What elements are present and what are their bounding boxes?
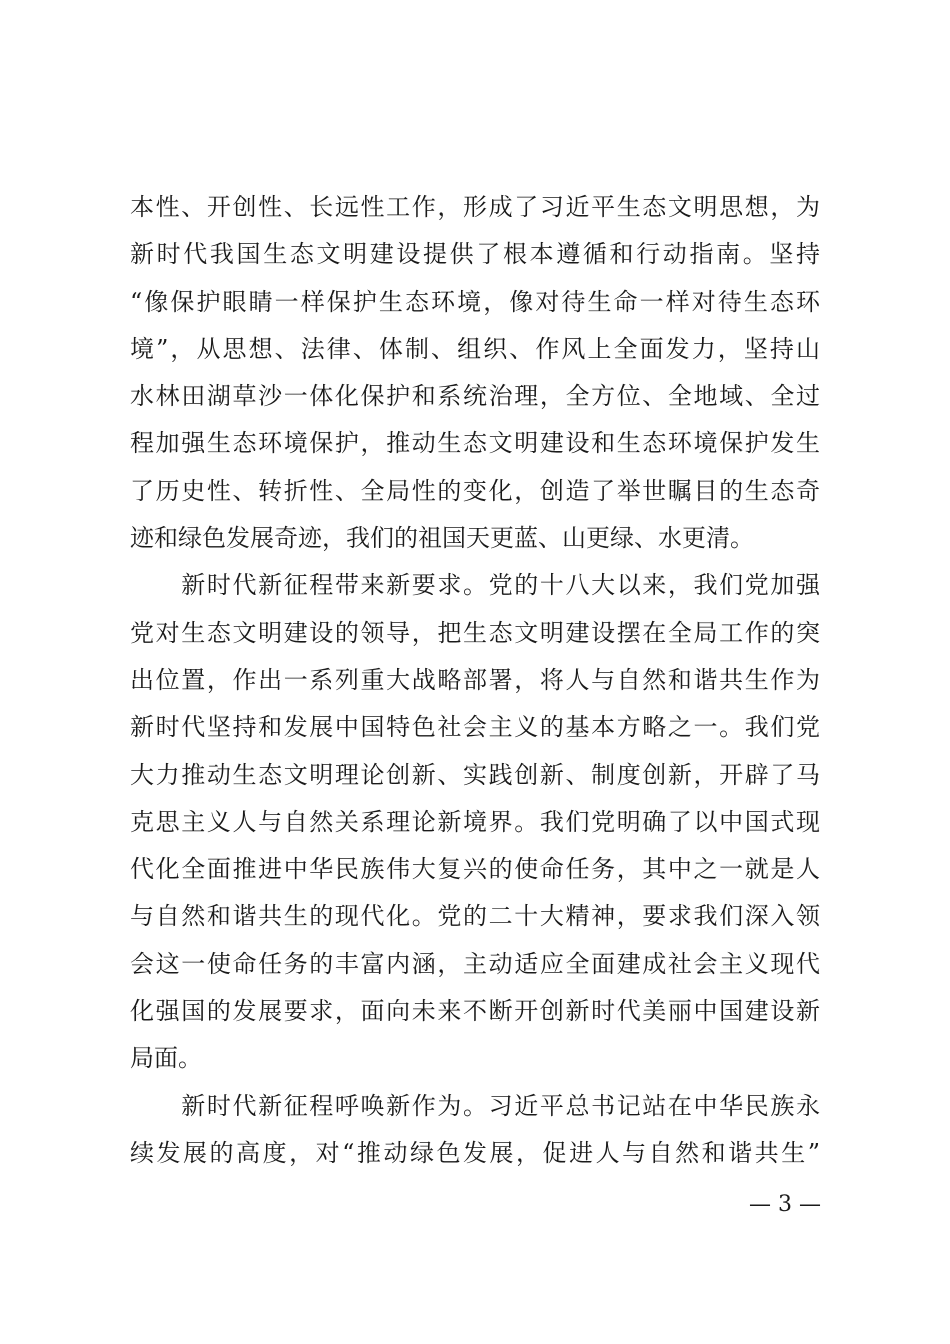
body-text xyxy=(130,184,820,1177)
text-line: 本性、开创性、长远性工作，形成了习近平生态文明思想，为 xyxy=(130,193,820,221)
page-number: — 3 — xyxy=(749,1192,821,1217)
text-line: 水林田湖草沙一体化保护和系统治理，全方位、全地域、全过 xyxy=(130,382,820,411)
text-line: 代化全面推进中华民族伟大复兴的使命任务，其中之一就是人 xyxy=(130,855,820,884)
text-line: 了历史性、转折性、全局性的变化，创造了举世瞩目的生态奇 xyxy=(130,476,820,505)
text-line: 化强国的发展要求，面向未来不断开创新时代美丽中国建设新 xyxy=(130,997,820,1026)
text-line: 新时代新征程呼唤新作为。习近平总书记站在中华民族永 xyxy=(130,1091,820,1120)
text-line: “像保护眼睛一样保护生态环境，像对待生命一样对待生态环 xyxy=(130,287,820,316)
text-line: 出位置，作出一系列重大战略部署，将人与自然和谐共生作为 xyxy=(130,665,820,694)
text-line: 续发展的高度，对“推动绿色发展，促进人与自然和谐共生” xyxy=(130,1138,820,1167)
text-line: 会这一使命任务的丰富内涵，主动适应全面建成社会主义现代 xyxy=(130,949,820,978)
text-line: 新时代坚持和发展中国特色社会主义的基本方略之一。我们党 xyxy=(130,713,820,742)
text-line: 新时代我国生态文明建设提供了根本遵循和行动指南。坚持 xyxy=(130,240,820,269)
text-line: 迹和绿色发展奇迹，我们的祖国天更蓝、山更绿、水更清。 xyxy=(130,524,754,553)
text-line: 境”，从思想、法律、体制、组织、作风上全面发力，坚持山 xyxy=(130,334,820,363)
text-line: 程加强生态环境保护，推动生态文明建设和生态环境保护发生 xyxy=(130,429,820,458)
text-line: 与自然和谐共生的现代化。党的二十大精神，要求我们深入领 xyxy=(130,902,820,931)
text-line: 局面。 xyxy=(130,1044,202,1073)
text-line: 克思主义人与自然关系理论新境界。我们党明确了以中国式现 xyxy=(130,807,820,836)
text-line: 大力推动生态文明理论创新、实践创新、制度创新，开辟了马 xyxy=(130,760,820,789)
text-line: 新时代新征程带来新要求。党的十八大以来，我们党加强 xyxy=(130,571,820,600)
text-line: 党对生态文明建设的领导，把生态文明建设摆在全局工作的突 xyxy=(130,618,820,647)
